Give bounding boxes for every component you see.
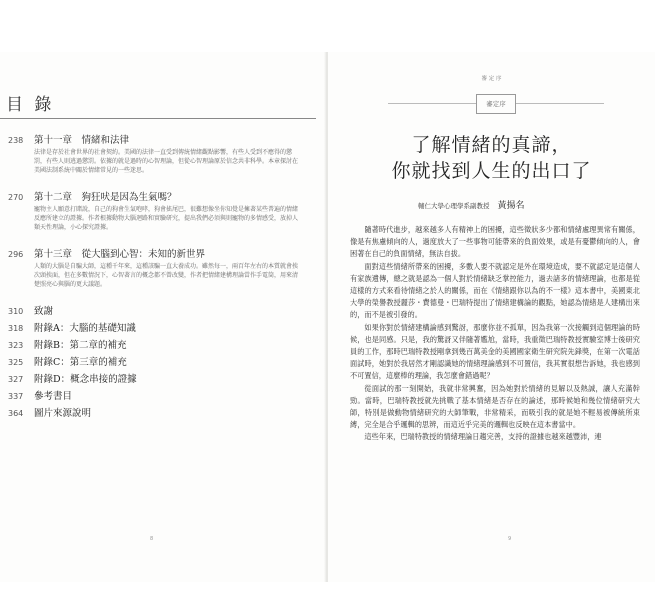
toc-entry-appendix-b [8, 337, 308, 354]
book-spread [0, 52, 655, 582]
toc-chapter-desc: 寵物主人願意打賭說，自己的狗會生氣咆哮，狗會搖尾巴，很難想像坐你知覺是擁著某些普遍的情緒反應所建立的證據。作者根據動物大腦迴路和實驗研究，提出我們必須與則寵物的多情感受，放掉人類天性理論，小心探究證據。 [34, 206, 299, 231]
toc-page-number: 325 [8, 358, 24, 367]
toc-entry-title: 致謝 [34, 306, 54, 317]
toc-entry-references [8, 388, 308, 405]
toc-entry-appendix-a [8, 320, 308, 337]
toc-page-number: 318 [8, 324, 24, 333]
toc-entry-title: 附錄C：第三章的補充 [34, 357, 127, 368]
body-paragraph: 從面試的那一刻開始，我就非常興奮，因為她對於情緒的見解以及熱誠，讓人充滿幹勁。當時，巴瑞特教授就先挑戰了基本情緒是否存在的論述，那時候她和幾位情緒研究大師，特別是做動物情緒研究的大師筆戰，非常精采，而吸引我的就是她不輕易被傳統所束縛，完全是合乎邏輯的思辨，而這近乎完美的邏輯也反映在這本書當中。 [350, 383, 640, 430]
toc-chapter-11 [8, 132, 308, 175]
toc-page-number: 310 [8, 307, 24, 316]
preface-rule-right [516, 103, 604, 104]
toc-entry-title: 參考書目 [34, 391, 73, 402]
toc-page-number: 364 [8, 409, 24, 418]
preface-title-line1: 了解情緒的真諦， [411, 134, 572, 156]
toc-page-number: 323 [8, 341, 24, 350]
toc-page-number: 296 [8, 250, 24, 259]
page-folio-right: 9 [508, 536, 512, 542]
toc-page-number: 270 [8, 193, 24, 202]
preface-author [418, 198, 525, 211]
body-paragraph: 面對這些情緒所帶來的困擾，多數人要不就認定是外在環境造成，要不就認定是這個人有家族遺傳，總之就是認為一個人對於情緒缺乏掌控能力，過去諸多的情緒理論，也都是從這樣的方式來看待情緒之於人的關係，而在《情緒跟你以為的不一樣》這本書中，美國東北大學的榮譽教授麗莎・費德曼・巴瑞特提出了情緒建構論的觀點，她認為情緒是人建構出來的，而不是被引發的。 [350, 261, 640, 320]
toc-entry-title: 附錄A：大腦的基礎知識 [34, 323, 136, 334]
toc-page-number: 337 [8, 392, 24, 401]
preface-rule-left [388, 103, 476, 104]
toc-chapter-title: 第十三章 從大腦到心智：未知的新世界 [34, 249, 206, 260]
toc-chapter-desc: 人類的大腦是自騙大師，這種千年來，這種該騙一直大養成功。雖然每一，兩百年左右的本質就會挨次頭挨面，但在多數情況下，心智著言的概念都不曾改變，作者把情緒建構理論當作手電筒，用來清楚照亮心與腦的更大議題。 [34, 263, 299, 288]
body-paragraph: 如果你對於情緒建構論感到驚訝，那麼你並不孤單，因為我第一次接觸到這個理論的時候，也是同感。只是，我的驚訝又伴隨著尷尬，當時，我重徵巴瑞特教授實驗室博士後研究員的工作，那時巴瑞特教授剛拿到幾百萬美金的美國國家衛生研究院先鋒獎，在第一次電話面試時，她對於我居然才剛認識她的情緒理論感到不可置信，我其實很想告訴她，我也感到不可置信，這麼棒的理論，我怎麼會錯過呢？ [350, 322, 640, 381]
preface-page [328, 52, 655, 582]
page-folio-left: 8 [150, 536, 154, 542]
author-name: 黃揚名 [497, 201, 525, 211]
toc-chapter-title: 第十二章 狗狂吠是因為生氣嗎？ [34, 192, 177, 203]
author-affiliation: 輔仁大學心理學系副教授 [418, 202, 490, 210]
toc-entry-image-credits [8, 405, 308, 422]
preface-body [350, 224, 640, 444]
toc-entry-acknowledgments [8, 303, 308, 320]
preface-title-line2: 你就找到人生的出口了 [391, 160, 592, 182]
preface-label: 審定序 [476, 94, 516, 114]
toc-chapter-13 [8, 246, 308, 289]
toc-chapter-desc: 法律是存於社會世界的社會契約。美國的法律一直受到傳統情緒觀點影響，有些人受到不應得的懲罰，有些人則逃過懲罰。依據的就是過時的心智理論，但從心智理論原於信念共非科學。本章探討在美國法制系統中關於情緒常見的一些迷思。 [34, 149, 299, 174]
toc-page-number: 238 [8, 136, 24, 145]
toc-chapter-title: 第十一章 情緒和法律 [34, 135, 130, 146]
toc-entry-title: 附錄B：第二章的補充 [34, 340, 127, 351]
toc-rule [0, 118, 316, 119]
toc-entry-appendix-c [8, 354, 308, 371]
toc-chapter-12 [8, 189, 308, 232]
toc-entry-title: 附錄D：概念串接的證據 [34, 374, 137, 385]
body-paragraph: 隨著時代進步，越來越多人有精神上的困擾，這些徵狀多少都和情緒處理異常有關係，像是有焦慮傾向的人，過度放大了一些事物可能帶來的負面效果，或是有憂鬱傾向的人，會困著在自己的負面情緒，無法自拔。 [350, 225, 640, 259]
body-paragraph: 這些年來，巴瑞特教授的情緒理論日趨完善，支持的證據也越來越豐沛，連 [364, 432, 602, 442]
toc-title: 目 錄 [6, 95, 55, 115]
toc-entry-title: 圖片來源說明 [34, 408, 92, 419]
toc-entry-appendix-d [8, 371, 308, 388]
toc-page [0, 52, 326, 582]
toc-list [8, 132, 308, 422]
running-head: 審 定 序 [481, 76, 502, 82]
toc-page-number: 327 [8, 375, 24, 384]
